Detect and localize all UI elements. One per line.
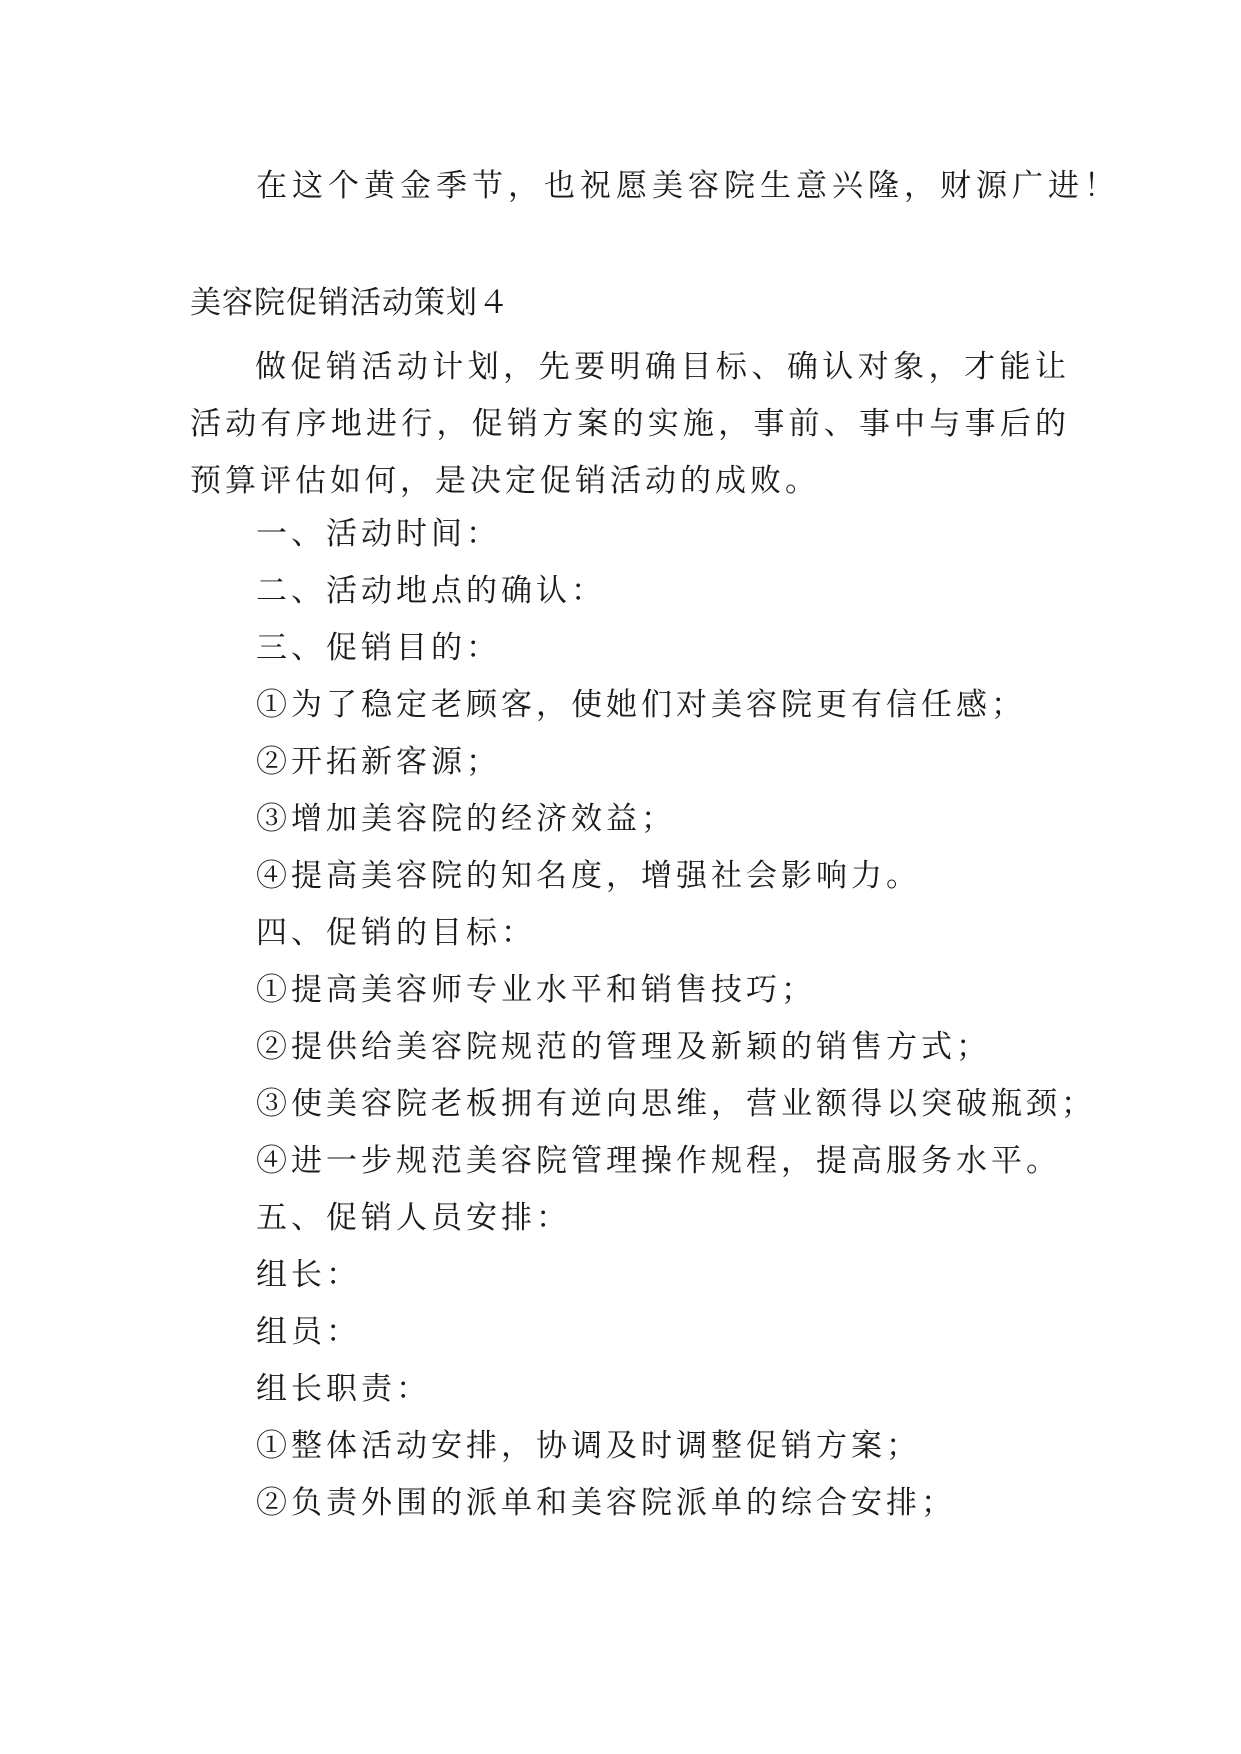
list-item: ②提供给美容院规范的管理及新颖的销售方式； xyxy=(256,1029,991,1065)
list-item: ①提高美容师专业水平和销售技巧； xyxy=(256,972,816,1008)
closing-line: 在这个黄金季节，也祝愿美容院生意兴隆，财源广进！ xyxy=(256,168,1120,204)
list-item: ③使美容院老板拥有逆向思维，营业额得以突破瓶颈； xyxy=(256,1086,1096,1122)
list-item: 组长： xyxy=(256,1257,361,1293)
list-item: 五、促销人员安排： xyxy=(256,1200,571,1236)
list-item: 三、促销目的： xyxy=(256,630,501,666)
list-item: ④提高美容院的知名度，增强社会影响力。 xyxy=(256,858,921,894)
list-item: ①为了稳定老顾客，使她们对美容院更有信任感； xyxy=(256,687,1026,723)
list-item: 组员： xyxy=(256,1314,361,1350)
list-item: ②开拓新客源； xyxy=(256,744,501,780)
section-title: 美容院促销活动策划４ xyxy=(190,285,510,321)
list-item: ④进一步规范美容院管理操作规程，提高服务水平。 xyxy=(256,1143,1061,1179)
list-item: 二、活动地点的确认： xyxy=(256,573,606,609)
list-item: 组长职责： xyxy=(256,1371,431,1407)
list-item: ②负责外围的派单和美容院派单的综合安排； xyxy=(256,1485,956,1521)
list-item: ③增加美容院的经济效益； xyxy=(256,801,676,837)
list-item: 四、促销的目标： xyxy=(256,915,536,951)
list-item: 一、活动时间： xyxy=(256,516,501,552)
intro-paragraph: 做促销活动计划，先要明确目标、确认对象，才能让活动有序地进行，促销方案的实施，事前、事中与事后的预算评估如何，是决定促销活动的成败。 xyxy=(190,349,1070,499)
list-item: ①整体活动安排，协调及时调整促销方案； xyxy=(256,1428,921,1464)
